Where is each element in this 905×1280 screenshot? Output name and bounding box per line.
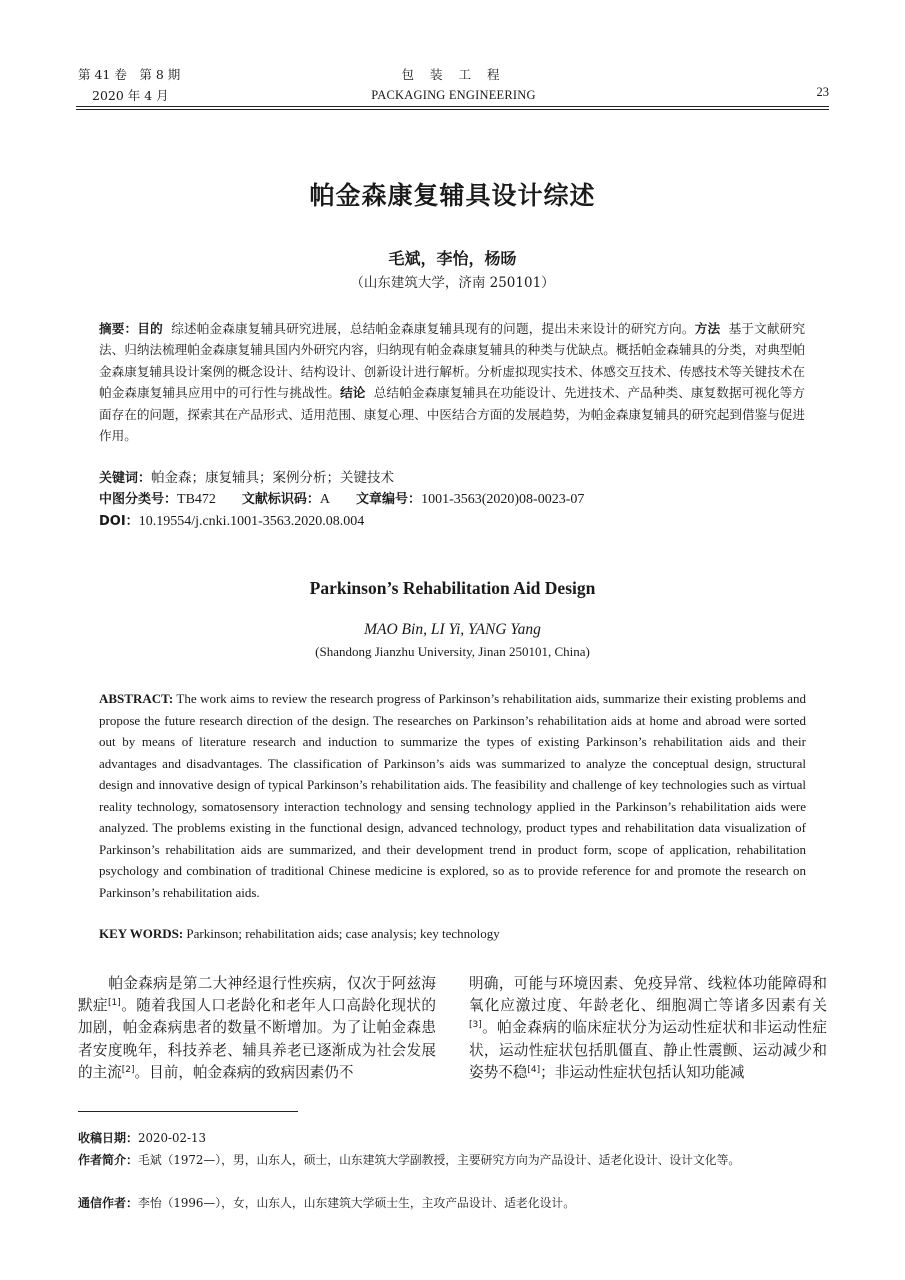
- doc-code-label: 文献标识码：: [241, 492, 320, 507]
- citation-ref[interactable]: [2]: [121, 1064, 135, 1075]
- journal-name-cn: 包 装 工 程: [401, 67, 506, 82]
- keywords-cn: [99, 468, 819, 489]
- volume-issue: 第 41 卷 第 8 期: [78, 67, 181, 82]
- journal-name-en: PACKAGING ENGINEERING: [371, 88, 536, 102]
- article-no-label: 文章编号：: [356, 492, 422, 507]
- page-number: 23: [816, 85, 829, 99]
- clc-label: 中图分类号：: [99, 492, 178, 507]
- citation-ref[interactable]: [1]: [108, 998, 121, 1009]
- body-text: 明确，可能与环境因素、免疫异常、线粒体功能障碍和氧化应激过度、年龄老化、细胞凋亡等诸多因素有关: [469, 975, 827, 1015]
- keywords-en-text: Parkinson; rehabilitation aids; case analysis; key technology: [186, 926, 500, 941]
- paper-title-en: Parkinson’s Rehabilitation Aid Design: [309, 578, 596, 598]
- body-column-left: [78, 973, 436, 1084]
- conclusion-label: 结论: [340, 385, 366, 401]
- footnote-rule: [78, 1111, 298, 1112]
- body-text: ；非运动性症状包括认知功能减: [540, 1063, 745, 1081]
- paper-title-cn: 帕金森康复辅具设计综述: [309, 181, 596, 210]
- corr-label: 通信作者：: [78, 1196, 139, 1210]
- received-label: 收稿日期：: [78, 1131, 139, 1145]
- citation-ref[interactable]: [3]: [469, 1020, 482, 1031]
- affiliation-cn: （山东建筑大学，济南 250101）: [350, 275, 555, 291]
- footnote-received: [78, 1128, 828, 1148]
- abstract-cn: [99, 318, 805, 446]
- keywords-en-label: KEY WORDS:: [99, 926, 184, 941]
- affiliation-en: (Shandong Jianzhu University, Jinan 250101, China): [315, 644, 590, 659]
- abstract-en-text: The work aims to review the research progress of Parkinson’s rehabilitation aids, summarize their existing problems and propose the future research direction of the design. The researches on Parkinson’s rehabilitation aids at home and abroad were sorted out by means of literature research and induction to summarize the types of existing Parkinson’s rehabilitation aids and their advantages and disadvantages. The classification of Parkinson’s aids was summarized to analyze the conceptual design, structural design and innovative design of typical Parkinson’s rehabilitation aids. The feasibility and challenge of key technologies such as virtual reality technology, somatosensory interaction technology and sensing technology applied in the Parkinson’s rehabilitation aids were analyzed. The problems existing in the functional design, advanced technology, product types and rehabilitation data visualization of Parkinson’s rehabilitation aids are summarized, and their development trend in product form, scope of application, rehabilitation psychology and combination of traditional Chinese medicine is explored, so as to provide reference for and promote the research on Parkinson’s rehabilitation aids.: [99, 691, 806, 900]
- issue-date: 2020 年 4 月: [92, 88, 169, 103]
- corr-value: 李怡（1996—），女，山东人，山东建筑大学硕士生，主攻产品设计、适老化设计。: [138, 1196, 576, 1210]
- footnote-corresponding: [78, 1193, 828, 1213]
- conclusion-text: 总结帕金森康复辅具在功能设计、先进技术、产品种类、康复数据可视化等方面存在的问题，探索其在产品形式、适用范围、康复心理、中医结合方面的发展趋势，为帕金森康复辅具的研究起到借鉴与促进作用。: [99, 385, 806, 444]
- doc-code-value: A: [319, 492, 331, 507]
- body-text: 。目前，帕金森病的致病因素仍不: [134, 1063, 354, 1081]
- footnote-author-bio: [78, 1150, 828, 1170]
- authors-cn: 毛斌，李怡，杨旸: [388, 249, 517, 268]
- header-rule: [76, 106, 829, 107]
- method-label: 方法: [694, 321, 721, 336]
- body-text: 。帕金森病的临床症状分为运动性症状和非运动性症状，运动性症状包括肌僵直、静止性震颤、运动减少和姿势不稳: [469, 1019, 827, 1081]
- header-rule-double: [76, 109, 829, 110]
- bio-value: 毛斌（1972—），男，山东人，硕士，山东建筑大学副教授，主要研究方向为产品设计、适老化设计、设计文化等。: [138, 1153, 741, 1167]
- keywords-text: 帕金森；康复辅具；案例分析；关键技术: [151, 470, 395, 486]
- abstract-en: [99, 688, 806, 903]
- method-text: 基于文献研究法、归纳法梳理帕金森康复辅具国内外研究内容，归纳现有帕金森康复辅具的种类与优缺点。概括帕金森辅具的分类，对典型帕金森康复辅具设计案例的概念设计、结构设计、创新设计进行解析。分析虚拟现实技术、体感交互技术、传感技术等关键技术在帕金森康复辅具应用中的可行性与挑战性。: [99, 321, 806, 401]
- keywords-en: [99, 923, 806, 944]
- article-no-value: 1001-3563(2020)08-0023-07: [421, 492, 585, 507]
- header-center: [78, 64, 829, 106]
- doi-label: DOI：: [99, 514, 139, 529]
- citation-ref[interactable]: [4]: [527, 1064, 541, 1075]
- authors-en: MAO Bin, LI Yi, YANG Yang: [364, 621, 541, 638]
- classification-line: [99, 489, 819, 510]
- body-text: 。随着我国人口老龄化和老年人口高龄化现状的加剧，帕金森病患者的数量不断增加。为了让帕金森患者安度晚年，科技养老、辅具养老已逐渐成为社会发展的主流: [78, 997, 436, 1081]
- body-text: 帕金森病是第二大神经退行性疾病，仅次于阿兹海默症: [78, 975, 436, 1015]
- keywords-label: 关键词：: [99, 471, 152, 486]
- received-value: 2020-02-13: [138, 1131, 207, 1145]
- doi-value[interactable]: 10.19554/j.cnki.1001-3563.2020.08.004: [138, 514, 365, 529]
- running-header: [78, 62, 829, 106]
- objective-text: 综述帕金森康复辅具研究进展，总结帕金森康复辅具现有的问题，提出未来设计的研究方向。: [171, 321, 695, 336]
- clc-value: TB472: [177, 492, 216, 507]
- doi-line: [99, 511, 819, 532]
- abstract-en-label: ABSTRACT:: [99, 691, 174, 706]
- abstract-label: 摘要：: [99, 321, 138, 336]
- body-column-right: [469, 973, 827, 1084]
- objective-label: 目的: [137, 321, 163, 336]
- bio-label: 作者简介：: [78, 1153, 139, 1167]
